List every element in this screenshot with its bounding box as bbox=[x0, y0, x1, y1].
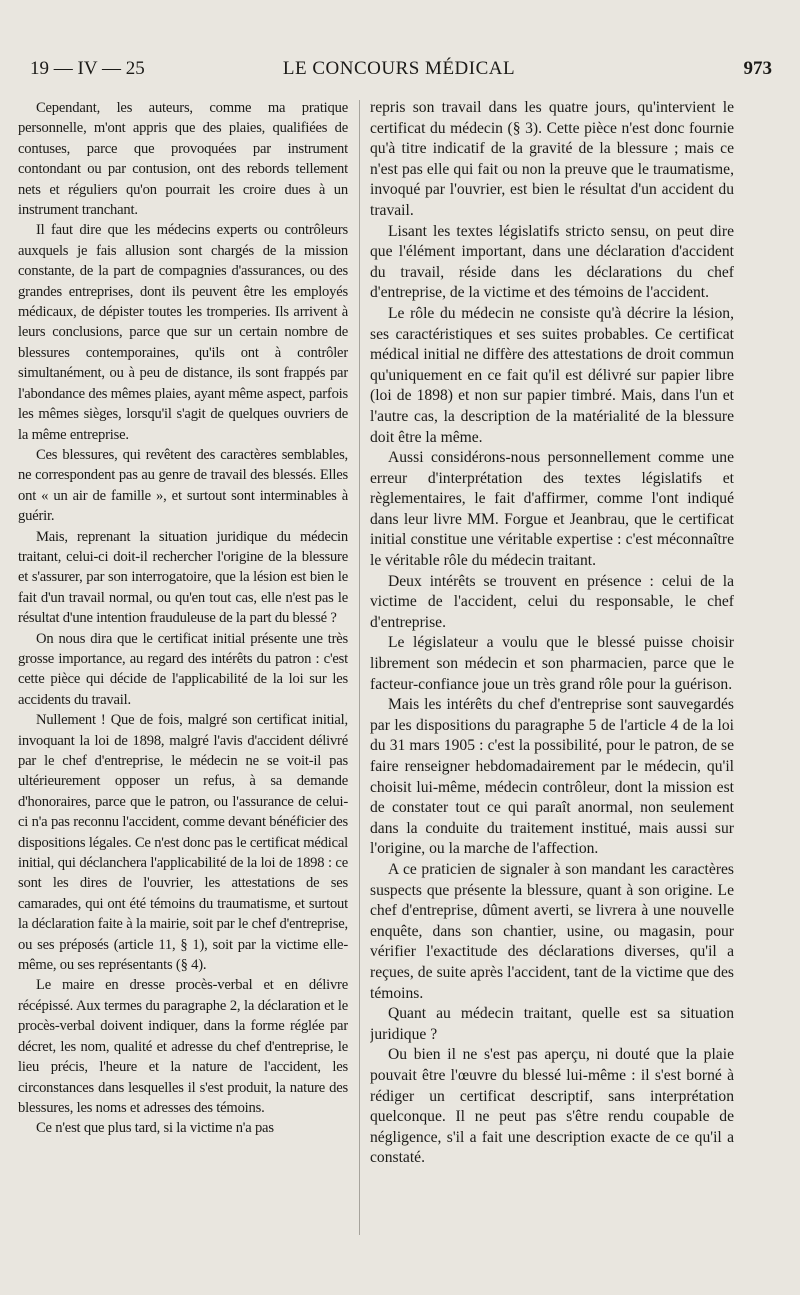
paragraph: Mais les intérêts du chef d'entreprise sont sauvegardés par les dispositions du paragraphe 5 de l'article 4 de la loi du 31 mars 1905 : c'est la possibilité, pour le patron, de se faire renseigner hebdomadairement par le médecin, qu'il choisit lui-même, médecin contrôleur, dont la mission est de constater tout ce qui paraît anormal, non seulement dans la conduite du traitement institué, mais aussi sur l'origine, ou la marche de l'affection. bbox=[370, 696, 734, 858]
paragraph: Le maire en dresse procès-verbal et en délivre récépissé. Aux termes du paragraphe 2, la déclaration et le procès-verbal doivent indiquer, dans la forme réglée par décret, les nom, qualité et adresse du chef d'entreprise, le lieu précis, l'heure et la nature de l'accident, les circonstances dans lesquelles il s'est produit, la nature des blessures, les noms et adresses des témoins. bbox=[18, 977, 348, 1116]
paragraph: Il faut dire que les médecins experts ou contrôleurs auxquels je fais allusion sont chargés de la mission constante, de la part de compagnies d'assurances, ou des grandes entreprises, dont ils peuvent être les employés médicaux, de dépister toutes les tromperies. Ils arrivent à leurs conclusions, parce que sur un certain nombre de blessures contemporaines, qu'ils ont à contrôler simultanément, ou à peu de distance, ils sont frappés par l'abondance des mêmes plaies, ayant même aspect, parfois les mêmes sièges, lorsqu'il s'agit de quelques ouvriers de la même entreprise. bbox=[18, 222, 348, 443]
paragraph: On nous dira que le certificat initial présente une très grosse importance, au regard des intérêts du patron : c'est cette pièce qui décide de l'applicabilité de la loi sur les accidents du travail. bbox=[18, 630, 348, 708]
paragraph: Ce n'est que plus tard, si la victime n'a pas bbox=[36, 1120, 274, 1137]
paragraph: Lisant les textes législatifs stricto sensu, on peut dire que l'élément important, dans une déclaration d'accident du travail, réside dans les déclarations du chef d'entreprise, de la victime et des témoins de l'accident. bbox=[370, 222, 734, 302]
journal-title: LE CONCOURS MÉDICAL bbox=[282, 58, 516, 79]
paragraph: Deux intérêts se trouvent en présence : celui de la victime de l'accident, celui du responsable, le chef d'entreprise. bbox=[370, 572, 734, 631]
issue-date: 19 — IV — 25 bbox=[30, 58, 145, 79]
paragraph: Aussi considérons-nous personnellement comme une erreur d'interprétation des textes législatifs et règlementaires, le fait d'affirmer, comme l'ont indiqué dans leur livre MM. Forgue et Jeanbrau, que le certificat initial constitue une véritable expertise : c'est méconnaître le véritable rôle du médecin traitant. bbox=[370, 449, 734, 570]
paragraph: Ou bien il ne s'est pas aperçu, ni douté que la plaie pouvait être l'œuvre du blessé lui-même : il s'est borné à rédiger un certificat descriptif, sans interprétation quelconque. Il ne peut pas s'être rendu coupable de négligence, s'il a fait une description exacte de ce qu'il a constaté. bbox=[370, 1046, 734, 1167]
paragraph: Mais, reprenant la situation juridique du médecin traitant, celui-ci doit-il rechercher l'origine de la blessure et s'assurer, par son interrogatoire, que la lésion est bien le fait d'un travail normal, ou qu'en tout cas, elle n'est pas le résultat d'une intention frauduleuse de la part du blessé ? bbox=[18, 528, 348, 627]
right-column bbox=[370, 98, 734, 1238]
paragraph: Nullement ! Que de fois, malgré son certificat initial, invoquant la loi de 1898, malgré l'avis d'accident délivré par le chef d'entreprise, le médecin ne se voit-il pas ultérieurement opposer un refus, à sa demande d'honoraires, parce que le patron, ou l'assurance de celui-ci n'a pas reconnu l'accident, comme devant bénéficier des dispositions légales. Ce n'est donc pas le certificat médical initial, qui déclanchera l'applicabilité de la loi de 1898 : ce sont les dires de l'ouvrier, les attestations de ses camarades, qui ont été témoins du traumatisme, et surtout la déclaration faite à la mairie, soit par le chef d'entreprise, ou ses préposés (article 11, § 1), soit par la victime elle-même, ou ses représentants (§ 4). bbox=[18, 712, 348, 974]
left-column bbox=[18, 98, 348, 1238]
paragraph: Cependant, les auteurs, comme ma pratique personnelle, m'ont appris que des plaies, qualifiées de contuses, parce que provoquées par instrument contondant ou par contusion, ont des rebords tellement nets et réguliers qu'on pourrait les croire dues à un instrument tranchant. bbox=[18, 100, 348, 219]
paragraph: Quant au médecin traitant, quelle est sa situation juridique ? bbox=[370, 1005, 734, 1043]
paragraph: Le législateur a voulu que le blessé puisse choisir librement son médecin et son pharmacien, parce que le facteur-confiance joue un très grand rôle pour la guérison. bbox=[370, 634, 734, 693]
paragraph: A ce praticien de signaler à son mandant les caractères suspects que présente la blessure, quant à son origine. Le chef d'entreprise, dûment averti, se livrera à une nouvelle enquête, dans son chantier, usine, ou magasin, pour vérifier l'exactitude des déclarations diverses, qu'il a reçues, de suite après l'accident, tant de la victime que des témoins. bbox=[370, 860, 734, 1002]
paragraph: Ces blessures, qui revêtent des caractères semblables, ne correspondent pas au genre de travail des blessés. Elles ont « un air de famille », et surtout sont interminables à guérir. bbox=[18, 446, 348, 525]
page-header bbox=[26, 58, 772, 88]
paragraph: repris son travail dans les quatre jours, qu'intervient le certificat du médecin (§ 3). Cette pièce n'est donc fournie qu'à titre indicatif de la gravité de la blessure ; mais ce n'est pas elle qui fait ou non la preuve que le traumatisme, invoqué par l'ouvrier, est bien le résultat d'un accident du travail. bbox=[370, 99, 734, 219]
column-divider bbox=[359, 100, 360, 1235]
paragraph: Le rôle du médecin ne consiste qu'à décrire la lésion, ses caractéristiques et ses suites probables. Ce certificat médical initial ne diffère des attestations de droit commun qu'uniquement en ce fait qu'il est délivré sur papier libre (loi de 1898) et non sur papier timbré. Mais, dans l'un et l'autre cas, la description de la matérialité de la blessure doit être la même. bbox=[370, 304, 734, 446]
page-number: 973 bbox=[743, 58, 772, 79]
